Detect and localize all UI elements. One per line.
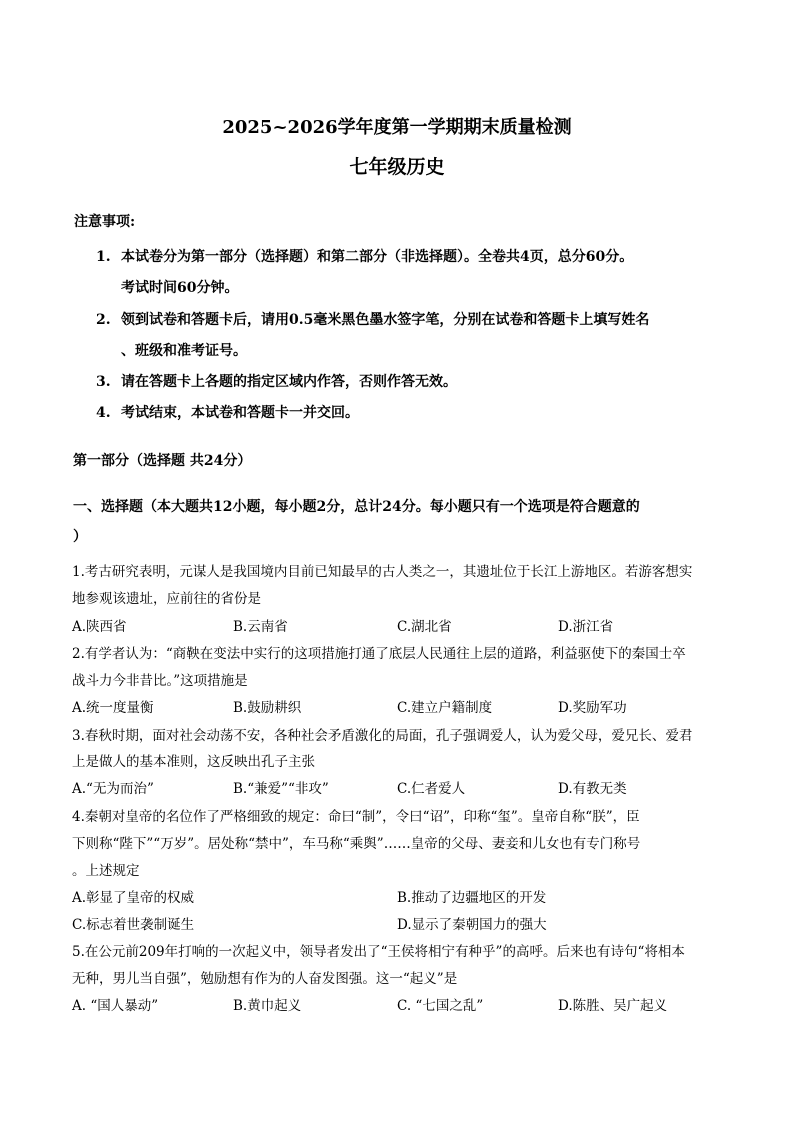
notice-item-line: 请在答题卡上各题的指定区域内作答，否则作答无效。 — [121, 374, 457, 390]
option-d: D.浙江省 — [558, 619, 614, 635]
question-4-text: 。上述规定 — [72, 863, 140, 879]
question-4-text: 下则称“陛下”“万岁”。居处称“禁中”，车马称“乘舆”……皇帝的父母、妻妾和儿女也有专门称号 — [72, 836, 641, 852]
exam-subtitle: 七年级历史 — [349, 156, 445, 178]
question-1-text: 地参观该遗址，应前往的省份是 — [72, 591, 261, 607]
option-b: B.“兼爱”“非攻” — [233, 781, 329, 797]
notice-item-line: 考试时间60分钟。 — [121, 280, 239, 296]
notice-item-number: 1. — [96, 249, 111, 265]
question-5-text: 5.在公元前209年打响的一次起义中，领导者发出了“王侯将相宁有种乎”的高呼。后来也有诗句“将相本 — [72, 944, 685, 960]
option-b: B.鼓励耕织 — [233, 700, 302, 716]
notice-item-line: 领到试卷和答题卡后，请用0.5毫米黑色墨水签字笔，分别在试卷和答题卡上填写姓名 — [121, 312, 650, 328]
section-heading: 一、选择题（本大题共12小题，每小题2分，总计24分。每小题只有一个选项是符合题意的 — [73, 499, 640, 515]
option-a: A.“无为而治” — [72, 781, 154, 797]
question-3-text: 上是做人的基本准则，这反映出孔子主张 — [72, 754, 315, 770]
option-d: D.陈胜、吴广起义 — [558, 998, 668, 1014]
option-b: B.黄巾起义 — [233, 998, 302, 1014]
option-a: A.统一度量衡 — [72, 700, 154, 716]
question-2-text: 2.有学者认为：“商鞅在变法中实行的这项措施打通了底层人民通往上层的道路，利益驱使下的秦国士卒 — [72, 646, 686, 662]
question-1-text: 1.考古研究表明，元谋人是我国境内目前已知最早的古人类之一，其遗址位于长江上游地区。若游客想实 — [72, 564, 693, 580]
option-c: C.湖北省 — [397, 619, 452, 635]
exam-title: 2025~2026学年度第一学期期末质量检测 — [222, 117, 572, 138]
option-c: C.标志着世袭制诞生 — [72, 917, 195, 933]
notice-heading: 注意事项: — [74, 214, 136, 230]
question-2-text: 战斗力今非昔比。”这项措施是 — [72, 673, 248, 689]
option-d: D.有教无类 — [558, 781, 627, 797]
option-b: B.推动了边疆地区的开发 — [397, 890, 547, 906]
option-a: A.陕西省 — [72, 619, 127, 635]
option-b: B.云南省 — [233, 619, 288, 635]
part1-heading: 第一部分（选择题 共24分） — [73, 453, 252, 469]
option-c: C.建立户籍制度 — [397, 700, 493, 716]
notice-item-line: 本试卷分为第一部分（选择题）和第二部分（非选择题）。全卷共4页，总分60分。 — [121, 249, 634, 265]
option-a: A.彰显了皇帝的权威 — [72, 890, 195, 906]
notice-item-number: 2. — [96, 312, 111, 328]
notice-item-line: 、班级和准考证号。 — [121, 343, 247, 359]
option-a: A. “国人暴动” — [72, 998, 159, 1014]
question-3-text: 3.春秋时期，面对社会动荡不安，各种社会矛盾激化的局面，孔子强调爱人，认为爱父母，爱兄长、爱君 — [72, 728, 693, 744]
option-d: D.奖励军功 — [558, 700, 627, 716]
notice-item-line: 考试结束，本试卷和答题卡一并交回。 — [121, 405, 359, 421]
section-heading: ） — [73, 529, 87, 545]
notice-item-number: 3. — [96, 374, 111, 390]
option-c: C.仁者爱人 — [397, 781, 466, 797]
notice-item-number: 4. — [96, 405, 111, 421]
option-c: C. “七国之乱” — [397, 998, 484, 1014]
option-d: D.显示了秦朝国力的强大 — [397, 917, 547, 933]
question-5-text: 无种，男儿当自强”，勉励想有作为的人奋发图强。这一“起义”是 — [72, 971, 458, 987]
question-4-text: 4.秦朝对皇帝的名位作了严格细致的规定：命曰“制”，令曰“诏”，印称“玺”。皇帝自称“朕”，臣 — [72, 809, 640, 825]
